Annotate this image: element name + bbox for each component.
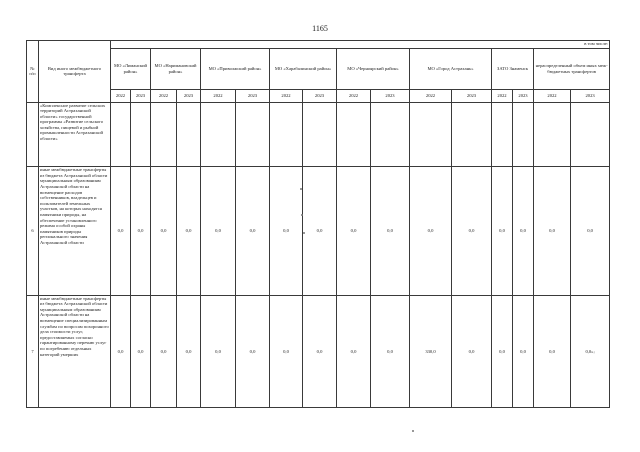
row-value (151, 102, 177, 167)
row-number: 6 (27, 167, 39, 295)
row-value: 0,0 (270, 167, 303, 295)
row-value: 0,0 (410, 167, 452, 295)
row-value: 0,0 (513, 167, 534, 295)
row-value (534, 102, 571, 167)
scan-speck (300, 188, 302, 190)
header-year: 2022 (410, 89, 452, 102)
header-municipality: МО «Харабалинский район» (270, 48, 337, 89)
row-value: 0,0 (571, 167, 610, 295)
header-year: 2022 (337, 89, 371, 102)
header-municipality: МО «Город Астрахань» (410, 48, 492, 89)
header-year: 2023 (513, 89, 534, 102)
header-municipality: МО «Лиманский район» (111, 48, 151, 89)
row-value: 0,0 (131, 295, 151, 407)
row-description: «Комплексное развитие сельских территорий Астраханской области» государственной программы «Развитие сельского хозяйства, пищевой и рыбной промышленности Астраханской области» (39, 102, 111, 167)
row-value: 0,0 (513, 295, 534, 407)
header-in-total: в том числе: (111, 41, 610, 49)
row-value: 0,0 (371, 295, 410, 407)
row-value: 0,0 (534, 167, 571, 295)
header-year: 2023 (177, 89, 201, 102)
scan-speck (301, 214, 303, 216)
row-value: 0,0 (303, 167, 337, 295)
header-year: 2023 (236, 89, 270, 102)
row-value: 0,0»; (571, 295, 610, 407)
row-value: 0,0 (534, 295, 571, 407)
table-row (27, 295, 610, 407)
row-value: 0,0 (151, 167, 177, 295)
row-value (111, 102, 131, 167)
row-number (27, 102, 39, 167)
row-value: 0,0 (151, 295, 177, 407)
header-year: 2022 (201, 89, 236, 102)
row-value (452, 102, 492, 167)
header-year: 2022 (534, 89, 571, 102)
row-value: 0,0 (131, 167, 151, 295)
header-year: 2022 (270, 89, 303, 102)
row-description: иные межбюджетные трансферты из бюджета Астраханской области муниципальным образованиям Астраханской области на возмещение расходов собственников, владельцев и пользователей земельных участков, на которых находятся памятники природы, на обеспечение установленного режима особой охраны памятников природы регионального значения Астраханской области (39, 167, 111, 295)
row-value: 0,0 (236, 167, 270, 295)
row-value: 0,0 (337, 295, 371, 407)
row-value: 0,0 (201, 295, 236, 407)
header-year: 2022 (151, 89, 177, 102)
row-value (337, 102, 371, 167)
header-year: 2023 (303, 89, 337, 102)
row-number: 7 (27, 295, 39, 407)
row-value: 0,0 (111, 295, 131, 407)
row-value (270, 102, 303, 167)
table-row (27, 102, 610, 167)
row-value (410, 102, 452, 167)
row-value (303, 102, 337, 167)
row-value: 0,0 (492, 295, 513, 407)
row-value: 0,0 (236, 295, 270, 407)
header-transfer-type: Вид иного межбюджетного трансферта (39, 41, 111, 103)
header-years-row (27, 89, 610, 102)
page-number: 1165 (312, 24, 328, 33)
row-value (571, 102, 610, 167)
header-year: 2022 (111, 89, 131, 102)
header-municipality: ЗАТО Знаменск (492, 48, 534, 89)
header-municipality: МО «Приволжский район» (201, 48, 270, 89)
row-value: 0,0 (337, 167, 371, 295)
header-year: 2023 (452, 89, 492, 102)
header-year: 2023 (131, 89, 151, 102)
row-value (131, 102, 151, 167)
header-municipality: МО «Наримановский район» (151, 48, 201, 89)
scan-speck (303, 232, 305, 234)
row-value: 0,0 (492, 167, 513, 295)
row-value (513, 102, 534, 167)
row-value (201, 102, 236, 167)
row-value: 0,0 (452, 295, 492, 407)
row-value: 0,0 (201, 167, 236, 295)
row-value: 0,0 (111, 167, 131, 295)
row-value (177, 102, 201, 167)
budget-table-container (26, 40, 609, 408)
header-municipality: МО «Черноярский район» (337, 48, 410, 89)
row-value (236, 102, 270, 167)
row-value (492, 102, 513, 167)
row-value: 0,0 (303, 295, 337, 407)
row-value: 0,0 (177, 295, 201, 407)
row-value: 0,0 (177, 167, 201, 295)
row-value: 0,0 (270, 295, 303, 407)
header-year: 2023 (571, 89, 610, 102)
header-municipalities-row (27, 48, 610, 89)
row-description: иные межбюджетные трансферты из бюджета Астраханской области муниципальным образованиям Астраханской области на возмещение специализированным службам по вопросам похоронного дела стоимости услуг, предоставляемых согласно гарантированному перечню услуг по погребению отдельных категорий умерших (39, 295, 111, 407)
row-value: 330,0 (410, 295, 452, 407)
row-value: 0,0 (371, 167, 410, 295)
row-value (371, 102, 410, 167)
budget-table (26, 40, 610, 408)
row-value: 0,0 (452, 167, 492, 295)
scan-speck (412, 430, 414, 432)
header-no: № п/п (27, 41, 39, 103)
header-year: 2023 (371, 89, 410, 102)
header-municipality: нераспределенный объем иных межбюджетных трансфертов (534, 48, 610, 89)
table-row (27, 167, 610, 295)
header-year: 2022 (492, 89, 513, 102)
